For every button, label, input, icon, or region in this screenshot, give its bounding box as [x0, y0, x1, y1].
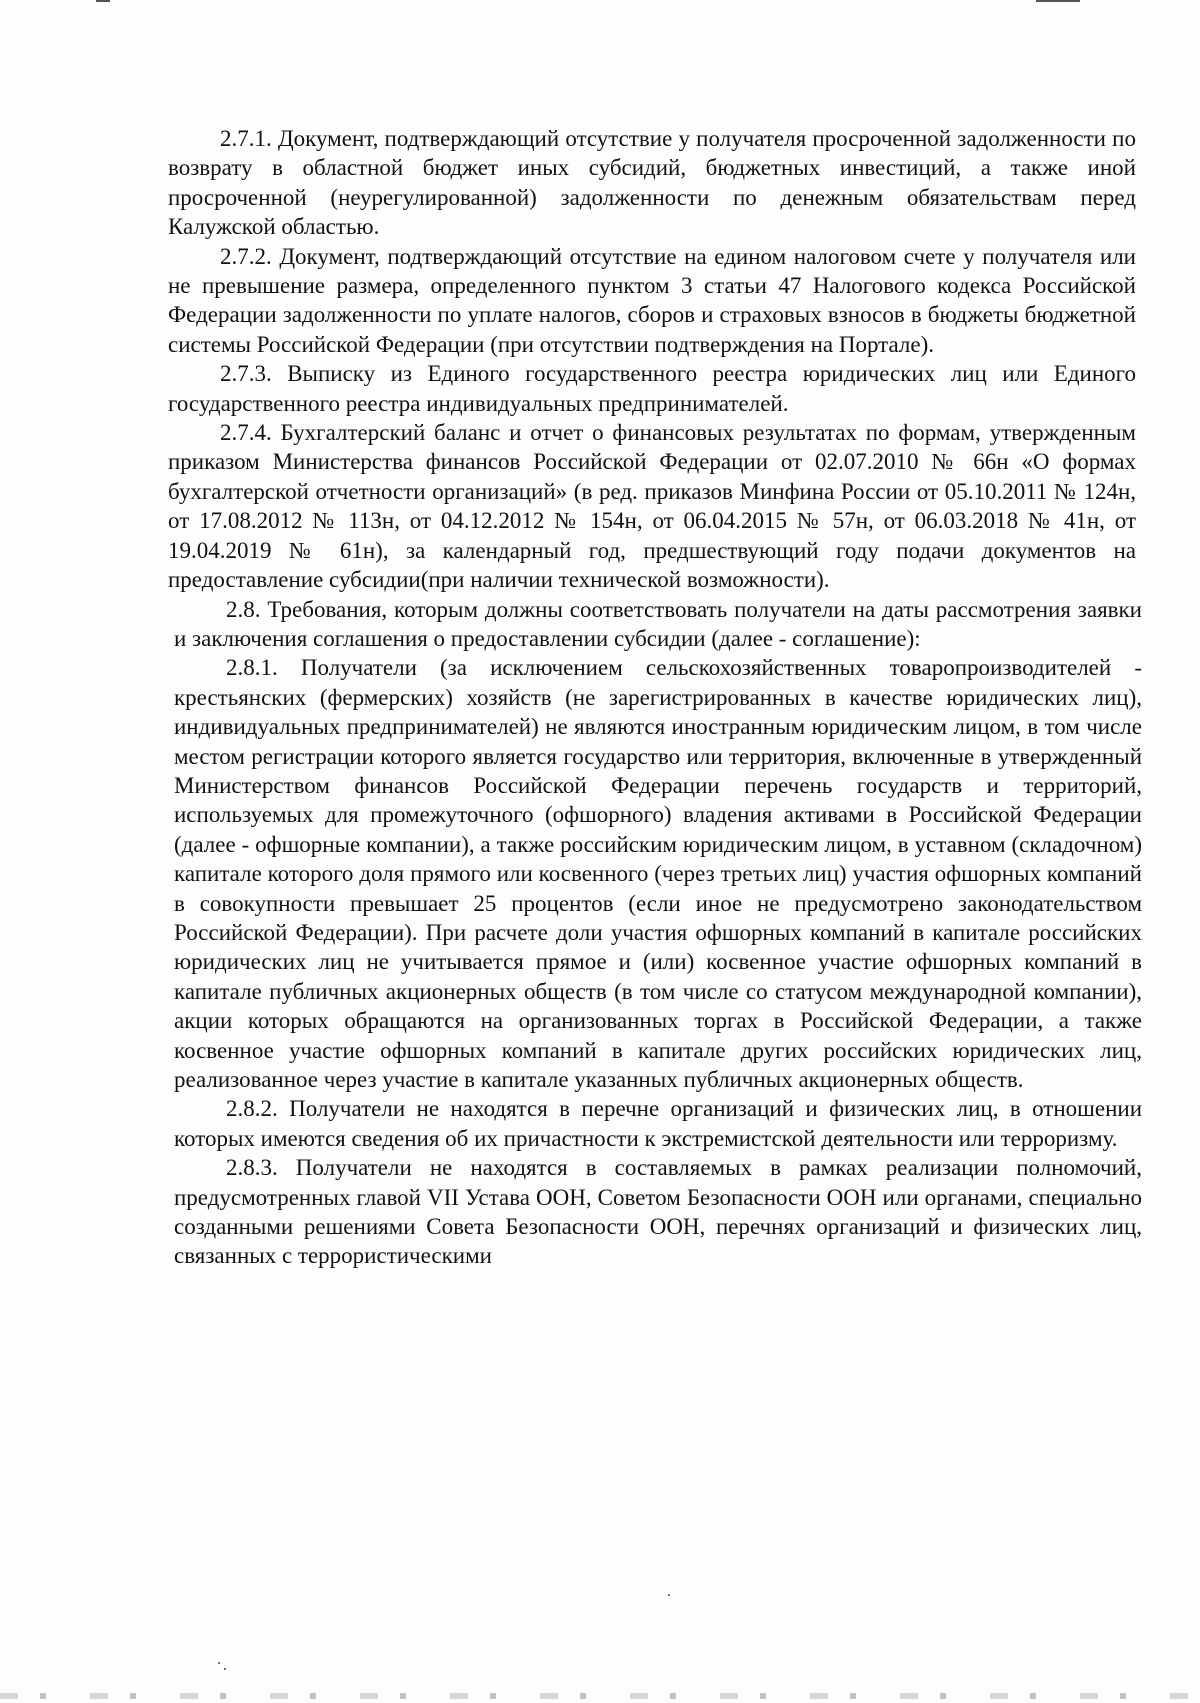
scan-speck: [668, 1594, 670, 1596]
scan-artifact-top-left: [96, 0, 110, 2]
scan-artifact-bottom: [0, 1693, 1200, 1699]
paragraph-2-8-3: 2.8.3. Получатели не находятся в составляемых в рамках реализации полномочий, предусмотренных главой VII Устава ООН, Советом Безопасности ООН или органами, специально созданными решениями Совета Безопасности ООН, перечнях организаций и физических лиц, связанных с террористическими: [174, 1155, 1142, 1269]
scan-speck: [218, 1662, 220, 1664]
scan-artifact-top-right: [1036, 0, 1080, 2]
scan-speck: [224, 1668, 226, 1670]
paragraph-2-7-2: 2.7.2. Документ, подтверждающий отсутствие на едином налоговом счете у получателя или не превышение размера, определенного пунктом 3 статьи 47 Налогового кодекса Российской Федерации задолженности по уплате налогов, сборов и страховых взносов в бюджеты бюджетной системы Российской Федерации (при отсутствии подтверждения на Портале).: [168, 243, 1136, 357]
paragraph-2-7-4: 2.7.4. Бухгалтерский баланс и отчет о финансовых результатах по формам, утвержденным приказом Министерства финансов Российской Федерации от 02.07.2010 № 66н «О формах бухгалтерской отчетности организаций» (в ред. приказов Минфина России от 05.10.2011 № 124н, от 17.08.2012 № 113н, от 04.12.2012 № 154н, от 06.04.2015 № 57н, от 06.03.2018 № 41н, от 19.04.2019 № 61н), за календарный год, предшествующий году подачи документов на предоставление субсидии(при наличии технической возможности).: [168, 420, 1136, 593]
paragraph-2-8: 2.8. Требования, которым должны соответствовать получатели на даты рассмотрения заявки и заключения соглашения о предоставлении субсидии (далее - соглашение):: [174, 596, 1142, 651]
document-body: [168, 124, 1142, 1271]
paragraph-2-7-3: 2.7.3. Выписку из Единого государственного реестра юридических лиц или Единого государственного реестра индивидуальных предпринимателей.: [168, 361, 1136, 416]
paragraph-2-8-2: 2.8.2. Получатели не находятся в перечне организаций и физических лиц, в отношении которых имеются сведения об их причастности к экстремистской деятельности или терроризму.: [174, 1096, 1142, 1151]
paragraph-2-8-1: 2.8.1. Получатели (за исключением сельскохозяйственных товаропроизводителей - крестьянских (фермерских) хозяйств (не зарегистрированных в качестве юридических лиц), индивидуальных предпринимателей) не являются иностранным юридическим лицом, в том числе местом регистрации которого является государство или территория, включенные в утвержденный Министерством финансов Российской Федерации перечень государств и территорий, используемых для промежуточного (офшорного) владения активами в Российской Федерации (далее - офшорные компании), а также российским юридическим лицом, в уставном (складочном) капитале которого доля прямого или косвенного (через третьих лиц) участия офшорных компаний в совокупности превышает 25 процентов (если иное не предусмотрено законодательством Российской Федерации). При расчете доли участия офшорных компаний в капитале российских юридических лиц не учитывается прямое и (или) косвенное участие офшорных компаний в капитале публичных акционерных обществ (в том числе со статусом международной компании), акции которых обращаются на организованных торгах в Российской Федерации, а также косвенное участие офшорных компаний в капитале других российских юридических лиц, реализованное через участие в капитале указанных публичных акционерных обществ.: [174, 655, 1142, 1092]
paragraph-2-7-1: 2.7.1. Документ, подтверждающий отсутствие у получателя просроченной задолженности по возврату в областной бюджет иных субсидий, бюджетных инвестиций, а также иной просроченной (неурегулированной) задолженности по денежным обязательствам перед Калужской областью.: [168, 126, 1136, 240]
